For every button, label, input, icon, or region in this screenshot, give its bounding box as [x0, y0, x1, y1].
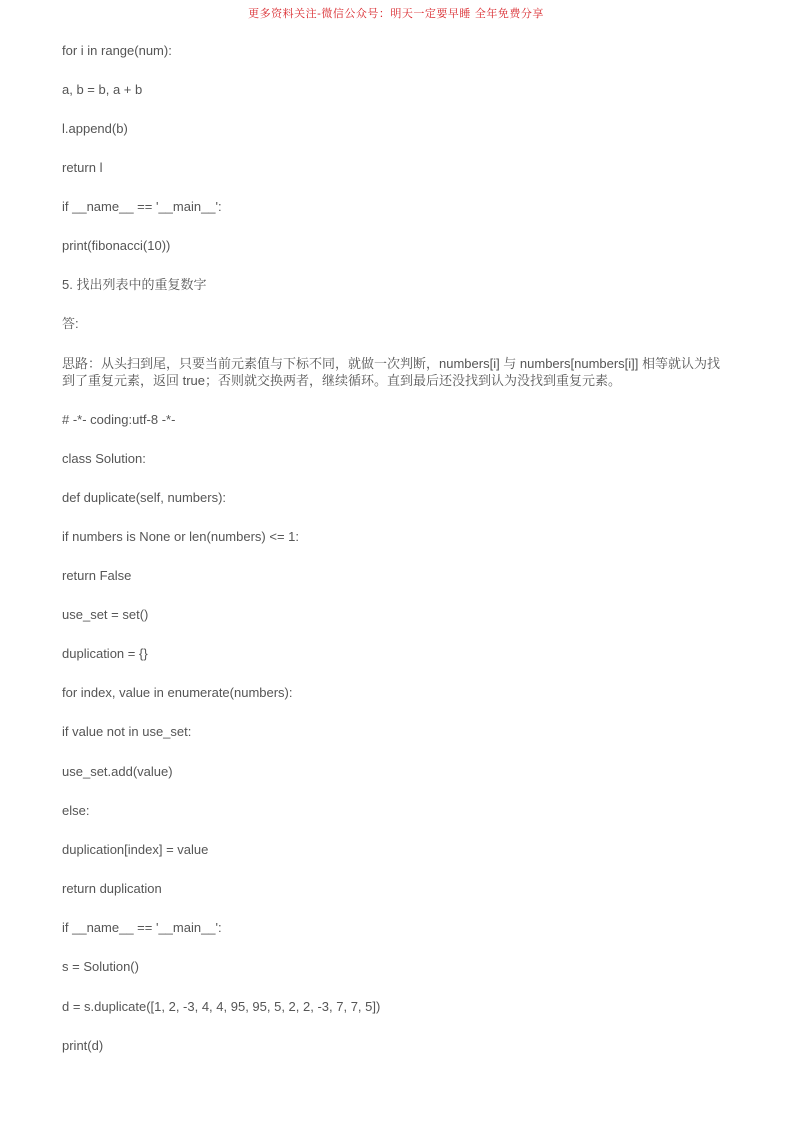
code-line: # -*- coding:utf-8 -*-	[62, 412, 176, 427]
code-line: if value not in use_set:	[62, 724, 192, 739]
text-line: a, b = b, a + b	[62, 82, 143, 97]
header-banner: 更多资料关注-微信公众号：明天一定要早睡 全年免费分享	[248, 7, 544, 20]
code-line: for index, value in enumerate(numbers):	[62, 685, 293, 700]
code-line: if __name__ == '__main__':	[62, 920, 222, 935]
code-line: use_set = set()	[62, 607, 149, 622]
code-line: d = s.duplicate([1, 2, -3, 4, 4, 95, 95, 5, 2, 2, -3, 7, 7, 5])	[62, 999, 381, 1014]
code-line: return False	[62, 568, 132, 583]
code-line: duplication = {}	[62, 646, 148, 661]
text-line: for i in range(num):	[62, 43, 172, 58]
code-line: return duplication	[62, 881, 162, 896]
code-line: duplication[index] = value	[62, 842, 209, 857]
code-line: print(d)	[62, 1038, 104, 1053]
answer-label: 答:	[62, 316, 79, 331]
code-line: s = Solution()	[62, 959, 139, 974]
code-line: def duplicate(self, numbers):	[62, 490, 227, 505]
text-line: print(fibonacci(10))	[62, 238, 171, 253]
code-line: use_set.add(value)	[62, 764, 173, 779]
text-line: l.append(b)	[62, 121, 128, 136]
code-line: else:	[62, 803, 90, 818]
text-line: return l	[62, 160, 103, 175]
code-line: class Solution:	[62, 451, 146, 466]
code-line: if numbers is None or len(numbers) <= 1:	[62, 529, 299, 544]
section-heading: 5. 找出列表中的重复数字	[62, 277, 207, 292]
text-line: if __name__ == '__main__':	[62, 199, 222, 214]
explanation-paragraph: 思路：从头扫到尾，只要当前元素值与下标不同，就做一次判断，numbers[i] 与 numbers[numbers[i]] 相等就认为找到了重复元素，返回 true；否则就交换两者，继续循环。直到最后还没找到认为没找到重复元素。	[62, 356, 721, 388]
